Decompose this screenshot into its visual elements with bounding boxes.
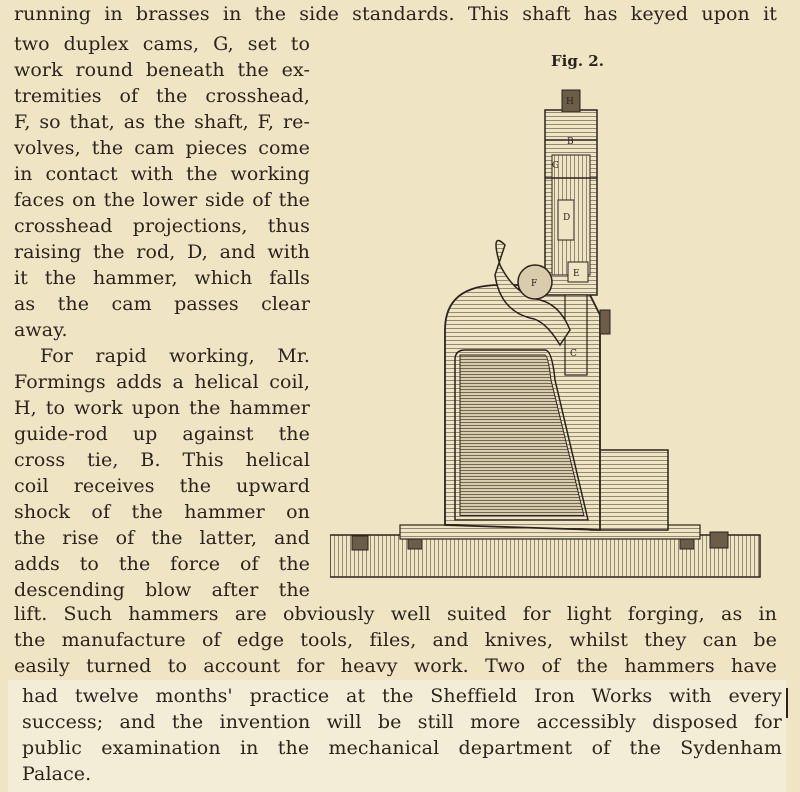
figure-label: H (566, 97, 574, 107)
text-line: running in brasses in the side standards. This shaft has keyed upon it (14, 3, 777, 25)
text-line: shock of the hammer on (14, 501, 310, 523)
text-line: as the cam passes clear (14, 293, 310, 315)
figure-label: E (573, 269, 580, 279)
text-line: Palace. (22, 763, 92, 785)
text-line: the rise of the latter, and (14, 527, 310, 549)
text-line: had twelve months' practice at the Sheffield Iron Works with every (22, 685, 782, 707)
text-line: work round beneath the ex- (14, 59, 310, 81)
figure-label: F (531, 279, 538, 289)
text-line: adds to the force of the (14, 553, 310, 575)
text-line: H, to work upon the hammer (14, 397, 310, 419)
text-line: guide-rod up against the (14, 423, 310, 445)
text-line: tremities of the crosshead, (14, 85, 310, 107)
text-line: easily turned to account for heavy work. Two of the hammers have (14, 655, 777, 677)
text-line: success; and the invention will be still more accessibly disposed for (22, 711, 782, 733)
text-line: crosshead projections, thus (14, 215, 310, 237)
figure-label: D (563, 213, 571, 223)
margin-bracket (786, 688, 800, 718)
figure-label: G (552, 161, 560, 171)
text-line: Formings adds a helical coil, (14, 371, 310, 393)
text-line: faces on the lower side of the (14, 189, 310, 211)
text-line: descending blow after the (14, 579, 310, 601)
text-line: cross tie, B. This helical (14, 449, 310, 471)
figure-label: C (570, 349, 577, 359)
text-line: volves, the cam pieces come (14, 137, 310, 159)
text-line: public examination in the mechanical department of the Sydenham (22, 737, 782, 759)
text-line: raising the rod, D, and with (14, 241, 310, 263)
text-line: in contact with the working (14, 163, 310, 185)
figure-caption: Fig. 2. (551, 52, 604, 70)
text-line: the manufacture of edge tools, files, and knives, whilst they can be (14, 629, 777, 651)
text-line: two duplex cams, G, set to (14, 33, 310, 55)
text-line: F, so that, as the shaft, F, re- (14, 111, 310, 133)
steam-hammer-illustration (330, 80, 766, 580)
text-line: For rapid working, Mr. (40, 345, 310, 367)
text-line: lift. Such hammers are obviously well suited for light forging, as in (14, 603, 777, 625)
text-line: away. (14, 319, 68, 341)
text-line: it the hammer, which falls (14, 267, 310, 289)
text-line: coil receives the upward (14, 475, 310, 497)
figure-label: B (567, 137, 574, 147)
